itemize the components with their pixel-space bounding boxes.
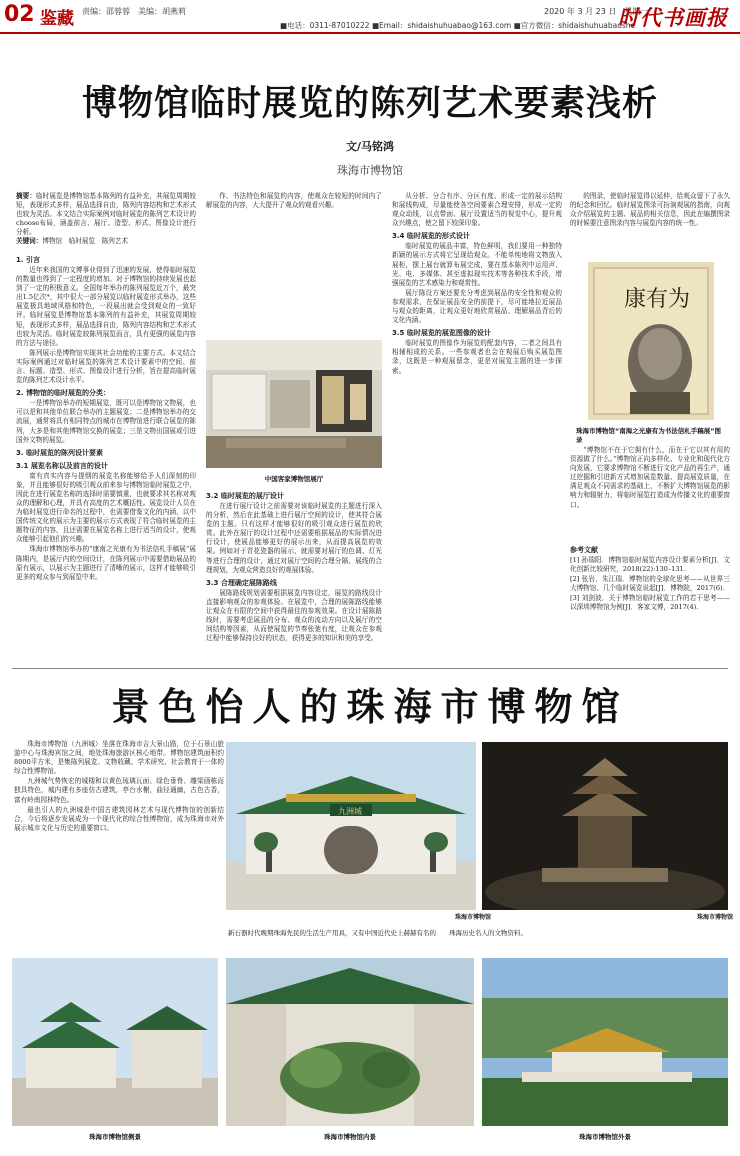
section-name: 鉴藏 — [40, 9, 74, 29]
section-divider — [12, 668, 728, 669]
page-number: 02 — [4, 2, 35, 27]
abstract-block: 摘要：临时展览是博物馆基本陈列的有益补充，其展览周期较短，表现形式多样，展品选择自由，陈列内容结构和艺术形式也较为灵活。本文结合实际案例对临时展览的陈列艺术设计的choose布局，涵盖前言、展厅、造型、形式、图像设计进行分析。 关键词：博物馆 临时展览 陈列艺术 — [16, 192, 197, 246]
feature-paragraph-3: 最也引人的九洲城是中国古建筑园林艺术与现代博物馆的创新结合，今后将逐步发展成为一个现代化的综合性博物馆，成为珠海市对外展示城市文化与历史的重要窗口。 — [14, 805, 224, 832]
museum-gate-photo — [226, 742, 476, 910]
museum-exterior-photo — [482, 958, 728, 1126]
body-paragraph: 展厅陈设方案还要充分考虑到展品的安全性和观众的参观需求，在保证展品安全的前提下，尽可能地拉近展品与观众的距离，让观众更好地欣赏展品、理解展品背后的文化内涵。 — [392, 288, 562, 325]
article-column-4-middle — [570, 446, 730, 540]
section-heading: 3.1 展览名称以及前言的设计 — [16, 461, 108, 470]
reference-2: [2] 张岩，朱江瑞．博物馆的全球化思考——从世界三大博物馆、几个临时展览说起[J]．博物院，2017(6). — [570, 575, 730, 593]
section-heading: 3.2 临时展览的展厅设计 — [206, 492, 284, 500]
reference-1: [1] 孙瑞阳．博物馆临时展览内容设计要素分析[J]．文化创新比较研究，2018(22):130–131. — [570, 556, 730, 574]
section-heading: 3.5 临时展览的展览图像的设计 — [392, 329, 491, 338]
section-heading: 2. 博物馆的临时展览的分类： — [16, 389, 110, 398]
body-paragraph: “博物馆不在于它拥有什么，而在于它以其有用的资源做了什么。”博物馆正向多样化、专业化和现代化方向发展，它要求博物馆不断进行文化产品的再生产，通过挖掘和引进新方式增加展览数量、提高展览质量，在满足观众不同需求的基础上，不断扩大博物馆展览的影响力和辐射力，将临时展览打造成为传播文化的重要窗口。 — [570, 446, 730, 509]
feature-inline-caption: 新石器时代晚期珠海先民的生活生产用具，又有中国近代史上赫赫有名的 珠海历史名人的文物资料。 — [228, 929, 527, 937]
body-paragraph: 作、书法特色和展览的内容，使观众在较短的时间内了解展览的内容，大大提升了观众的观看兴趣。 — [206, 192, 382, 210]
article-column-2-top — [206, 192, 382, 336]
body-paragraph: 一是博物馆举办的短期展览，既可以是博物馆文物展，也可以是和其他单位联合举办的主题展览；二是博物馆举办的交流展，通常将具有相同特点的城市在博物馆进行联合展览的陈列，大多是和其他博物馆交换的展览；三是文物出国展或引进国外文物的展览。 — [16, 399, 196, 444]
phone: ■电话：0311-87010222 — [280, 21, 370, 30]
reference-3: [3] 刘剑波．关于博物馆临时展览工作的若干思考——以深圳博物馆为例[J]．客家文博，2017(4). — [570, 594, 730, 612]
article-author: 文/马铭鸿 — [345, 140, 395, 153]
section-heading: 3.3 合理确定展陈路线 — [206, 578, 277, 587]
keywords: 博物馆 临时展览 陈列艺术 — [42, 237, 129, 246]
catalog-book-cover — [588, 262, 714, 420]
body-paragraph: 临时展览的图像作为展览的配套内容，二者之间具有相辅相成的关系。一些参观者也会在观展后购买展览图录，这既是一种观展留念，更是对展览主题的进一步探索。 — [392, 339, 562, 375]
feature-title: 景色怡人的珠海市博物馆 — [111, 684, 629, 729]
section-heading: 3.4 临时展览的形式设计 — [392, 232, 470, 241]
article-column-2-bottom — [206, 488, 382, 664]
article-column-4-top — [570, 192, 730, 258]
pagoda-model-photo — [482, 742, 728, 910]
references-block — [570, 542, 730, 662]
exterior-caption: 珠海市博物馆外景 — [579, 1133, 631, 1141]
pagoda-photo-caption: 珠海市博物馆 — [696, 914, 733, 921]
feature-body — [14, 740, 224, 926]
body-paragraph: 从分析、分合有序、分区有度、形成一定的展示结构和展线构成，尽量能使各空间要素合理安排，形成一定的观众动线，以点带面、展厅设置适当的视觉中心，提升观众兴趣点，使之留下较深印象。 — [392, 192, 562, 228]
wechat: ■官方微信：shidaishuhuabaoshe — [513, 21, 636, 30]
body-paragraph: 陈列展示是博物馆实现其社会功能的主要方式。本文结合实际案例通过对临时展览的陈列艺术设计要素中的空间、前言、标题、造型、形式、图像设计进行分析，旨在提高临时展览的陈列艺术设计水平。 — [16, 348, 196, 385]
side-view-caption: 珠海市博物馆侧景 — [89, 1133, 141, 1141]
body-paragraph: 在进行展厅设计之前需要对该临时展览的主题进行深入的分析，然后在此基础上进行展厅空间的设计，使其符合展览的主题。只有这样才能够很好的吸引观众进行展览的欣赏。此外在展厅的设计过程中还需要根据展品的实际情况进行设计，使展品能够更好的展示出来，从而提高展览的效果。例如对于青花瓷器的展示，就需要对展厅的色调、灯光等进行合理的设计，通过对展厅空间的合理分隔、展线的合理规划，为观众营造良好的观展体验。 — [206, 502, 382, 574]
editors-line: 责编：邵蓉蓉 美编：胡燕莉 — [82, 7, 186, 16]
article-column-3 — [392, 192, 562, 664]
page-header — [0, 0, 740, 34]
body-paragraph: 的图录，使临时展览得以延伸，给观众留下了永久的纪念和回忆。临时展览图录可扮演观展的指南，向观众介绍展览的主题、展品的相关信息，因此在编撰图录的时候要注意图录内容与展览内容的统一性。 — [570, 192, 730, 228]
figure1-caption: 中国客家博物馆展厅 — [264, 475, 324, 483]
body-paragraph: 近年来我国的文博事业得到了迅速的发展，使得临时展览的数量也得到了一定程度的增加。对于博物馆的持续发展也起到了一定的积极意义。全国每年举办的陈列展览近万个，最突出1.5亿次*，其中很大一部分展览以临时展览形式举办，这些展览极具地域风格和特色，一段展出就会受到观众的一致好评。临时展览是博物馆基本陈列的有益补充，其展览周期较短，表现形式多样，展品选择自由，陈列内容结构和艺术形式也较为灵活。临时展览较陈列展览而言，具有更强的展览内容的方法与途径。 — [16, 266, 196, 347]
body-paragraph: 富有真实内容与提纲的展览名称能够给予人们深刻的印象，并且能够很好的吸引观众前来参与博物馆临时展览之中，因此在进行展览名称的选择时需要慎重，也就要求其名称对观众的理解和心理，并具有高度的艺术概括性。展览设计人员在为临时展览进行命名的过程中，也需要借鉴文化的内涵，以中国传统文化的展示为主要的展示方式表现了符合临时展览的主题特征的内容，且还需要在展览名称上进行适当的设计，使观众能够引起他们的兴趣。 — [16, 471, 196, 544]
body-paragraph: 临时展览的展品丰富，特色鲜明，我们要用一种独特新颖的展示方式将它呈现给观众。不能单纯地将文物放入展柜，摆上展台就算布展完成，要在基本陈列中运用声、光、电、多媒体、甚至虚拟现实技术等各种技术手段，增强展览的艺术感染力和观赏性。 — [392, 242, 562, 287]
email: ■Email：shidaishuhuabao@163.com — [371, 21, 512, 30]
courtyard-caption: 珠海市博物馆内景 — [324, 1133, 376, 1141]
section-heading: 3. 临时展览的陈列设计要素 — [16, 448, 103, 457]
feature-paragraph-1: 珠海市博物馆（九洲城）坐落在珠海市吉大景山路，位于石景山旅游中心与珠海宾馆之间，地处珠海旅游区核心地带。博物馆建筑面积约8000平方米，是集陈列展览、文物收藏、学术研究、社会教育于一体的综合性博物馆。 — [14, 740, 224, 776]
section-heading: 1. 引言 — [16, 256, 40, 264]
museum-courtyard-photo — [226, 958, 474, 1126]
abstract-text: 临时展览是博物馆基本陈列的有益补充，其展览周期较短，表现形式多样，展品选择自由，陈列内容结构和艺术形式也较为灵活。本文结合实际案例对临时展览的陈列艺术设计的choose布局，涵盖前言、展厅、造型、形式、图像设计进行分析。 — [16, 192, 197, 237]
feature-paragraph-2: 九洲城气势恢宏的城楼和以黄色琉璃瓦面、绿色垂脊、雕梁画栋而独具特色，城内建有多座仿古建筑，亭台水榭，曲径通幽，古色古香，富有岭南园林特色。 — [14, 777, 224, 804]
author-affiliation: 珠海市博物馆 — [337, 164, 403, 177]
exhibition-hall-photo — [206, 340, 382, 468]
body-paragraph: 珠海市博物馆举办的“康南之光康有为书法信札手稿展”展陈期内，是展厅内的空间设计，在陈列展示中需要借助展品的原有展示，以展示为主题进行了清晰的展示，这样才能够吸引更多的观众参与到展览中来。 — [16, 545, 196, 581]
article-title: 博物馆临时展览的陈列艺术要素浅析 — [81, 84, 658, 124]
museum-side-view-photo — [12, 958, 218, 1126]
body-paragraph: 展陈路线规划需要根据展览内容设定，展览的路线设计直接影响观众的参观体验。在展览中，合理的展陈路线能够让观众在有限的空间中获得最佳的参观效果。在设计展陈路线时，需要考虑展品的分布、观众的流动方向以及展厅的空间结构等因素，从而使展览的节奏张弛有度，让观众在参观过程中能够保持良好的状态，获得更多的知识和美的享受。 — [206, 588, 382, 643]
newspaper-masthead: 时代书画报 — [618, 5, 728, 30]
references-title: 参考文献 — [570, 546, 598, 554]
gate-photo-caption: 珠海市博物馆 — [454, 914, 491, 921]
gate-plaque: 九洲城 — [338, 807, 362, 816]
figure2-caption: 珠海市博物馆“南海之光康有为书法信札手稿展”图录 — [576, 427, 722, 444]
book-cover-title: 康有为 — [624, 287, 691, 312]
article-column-1 — [16, 252, 196, 664]
contact-line — [280, 20, 635, 31]
publish-date: 2020 年 3 月 23 日 星期一 — [544, 7, 649, 16]
